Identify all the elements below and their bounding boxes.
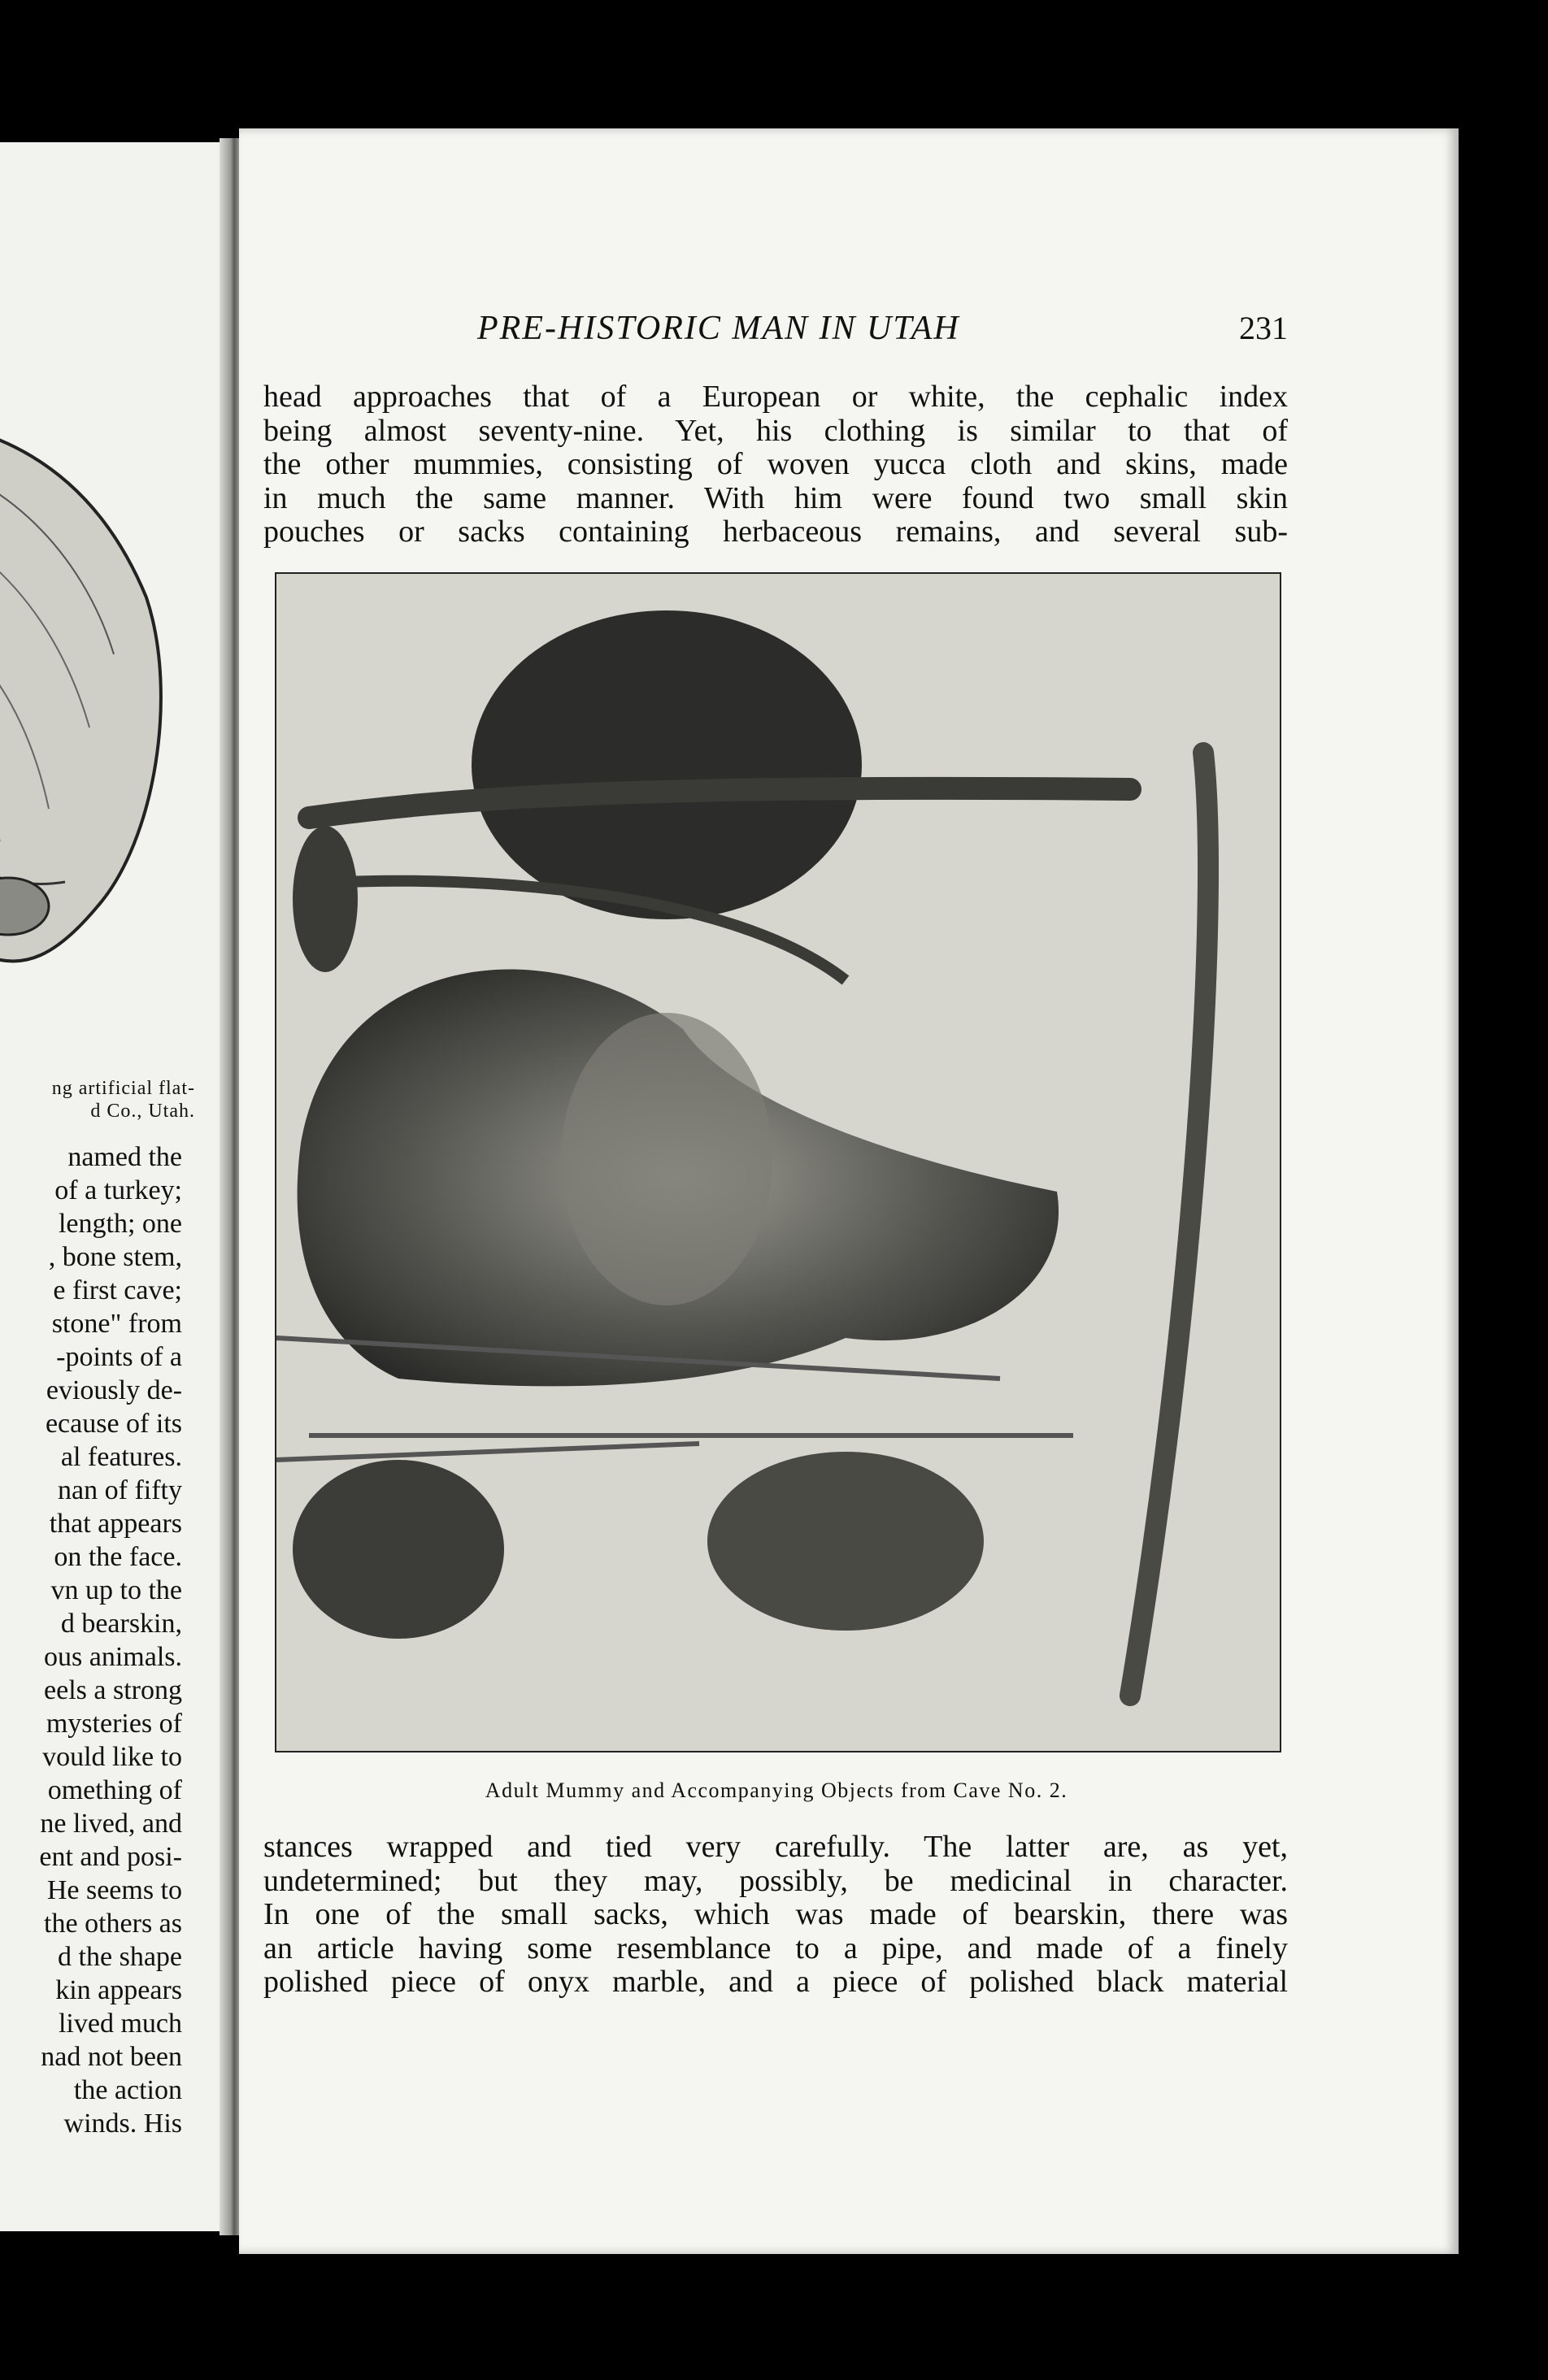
dark-basket-object xyxy=(472,610,862,919)
left-text-line: omething of xyxy=(47,1775,182,1805)
text-line: head approaches that of a European or white, the cephalic index xyxy=(263,380,1288,414)
left-text-line: on the face. xyxy=(54,1542,182,1572)
text-line: undetermined; but they may, possibly, be medicinal in character. xyxy=(263,1863,1288,1898)
left-text-line: , bone stem, xyxy=(48,1242,182,1272)
figure-caption: Adult Mummy and Accompanying Objects from Cave No. 2. xyxy=(485,1778,1068,1802)
left-text-line: ent and posi- xyxy=(39,1842,182,1872)
left-text-line: the action xyxy=(73,2075,182,2105)
left-page-text xyxy=(0,1140,182,2140)
left-text-line: d the shape xyxy=(58,1942,182,1972)
left-text-line: eels a strong xyxy=(44,1675,182,1705)
paragraph-bottom xyxy=(263,1831,1288,2000)
left-text-line: winds. His xyxy=(63,2109,182,2139)
text-line: the other mummies, consisting of woven yucca cloth and skins, made xyxy=(263,447,1288,481)
text-line: stances wrapped and tied very carefully. The latter are, as yet, xyxy=(263,1830,1288,1864)
text-line: pouches or sacks containing herbaceous remains, and several sub- xyxy=(263,515,1288,549)
page-number: 231 xyxy=(1239,310,1288,346)
left-text-line: length; one xyxy=(58,1209,182,1239)
left-text-line: eviously de- xyxy=(46,1375,182,1405)
skull-illustration xyxy=(0,386,187,1036)
left-text-line: ecause of its xyxy=(45,1409,182,1439)
left-text-line: nan of fifty xyxy=(58,1475,182,1505)
photo-plate-image xyxy=(276,574,1280,1751)
left-text-line: e first cave; xyxy=(53,1275,182,1305)
left-text-line: of a turkey; xyxy=(54,1175,182,1205)
skin-pouch-object xyxy=(293,1460,504,1639)
text-line: being almost seventy-nine. Yet, his clothing is similar to that of xyxy=(263,413,1288,448)
left-text-line: d bearskin, xyxy=(60,1609,182,1639)
running-title: PRE-HISTORIC MAN IN UTAH xyxy=(477,310,960,347)
left-text-line: mysteries of xyxy=(46,1709,182,1739)
left-text-line: al features. xyxy=(60,1442,182,1472)
left-text-line: vn up to the xyxy=(50,1575,182,1605)
left-text-line: named the xyxy=(67,1142,182,1172)
text-line: polished piece of onyx marble, and a piece of polished black material xyxy=(263,1965,1288,1999)
left-text-line: nad not been xyxy=(41,2042,182,2072)
skin-sack-object xyxy=(707,1452,984,1631)
text-line: in much the same manner. With him were found two small skin xyxy=(263,480,1288,515)
left-text-line: that appears xyxy=(49,1509,182,1539)
left-figure-caption xyxy=(0,1077,195,1123)
left-text-line: stone" from xyxy=(51,1309,182,1339)
left-text-line: the others as xyxy=(44,1909,182,1939)
left-page xyxy=(0,142,228,2231)
left-text-line: vould like to xyxy=(42,1742,182,1772)
bundle-object xyxy=(293,826,358,972)
left-text-line: lived much xyxy=(58,2009,182,2039)
left-text-line: ous animals. xyxy=(44,1642,182,1672)
left-text-line: -points of a xyxy=(56,1342,182,1372)
left-text-line: ne lived, and xyxy=(40,1809,182,1839)
left-caption-line: d Co., Utah. xyxy=(90,1101,195,1122)
paragraph-top xyxy=(263,380,1288,549)
text-line: In one of the small sacks, which was made of bearskin, there was xyxy=(263,1897,1288,1931)
running-head xyxy=(239,309,1288,350)
left-text-line: kin appears xyxy=(55,1975,182,2005)
left-caption-line: ng artificial flat- xyxy=(51,1078,195,1099)
left-text-line: He seems to xyxy=(46,1875,182,1905)
text-line: an article having some resemblance to a pipe, and made of a finely xyxy=(263,1930,1288,1965)
mummy-photograph xyxy=(275,572,1281,1752)
